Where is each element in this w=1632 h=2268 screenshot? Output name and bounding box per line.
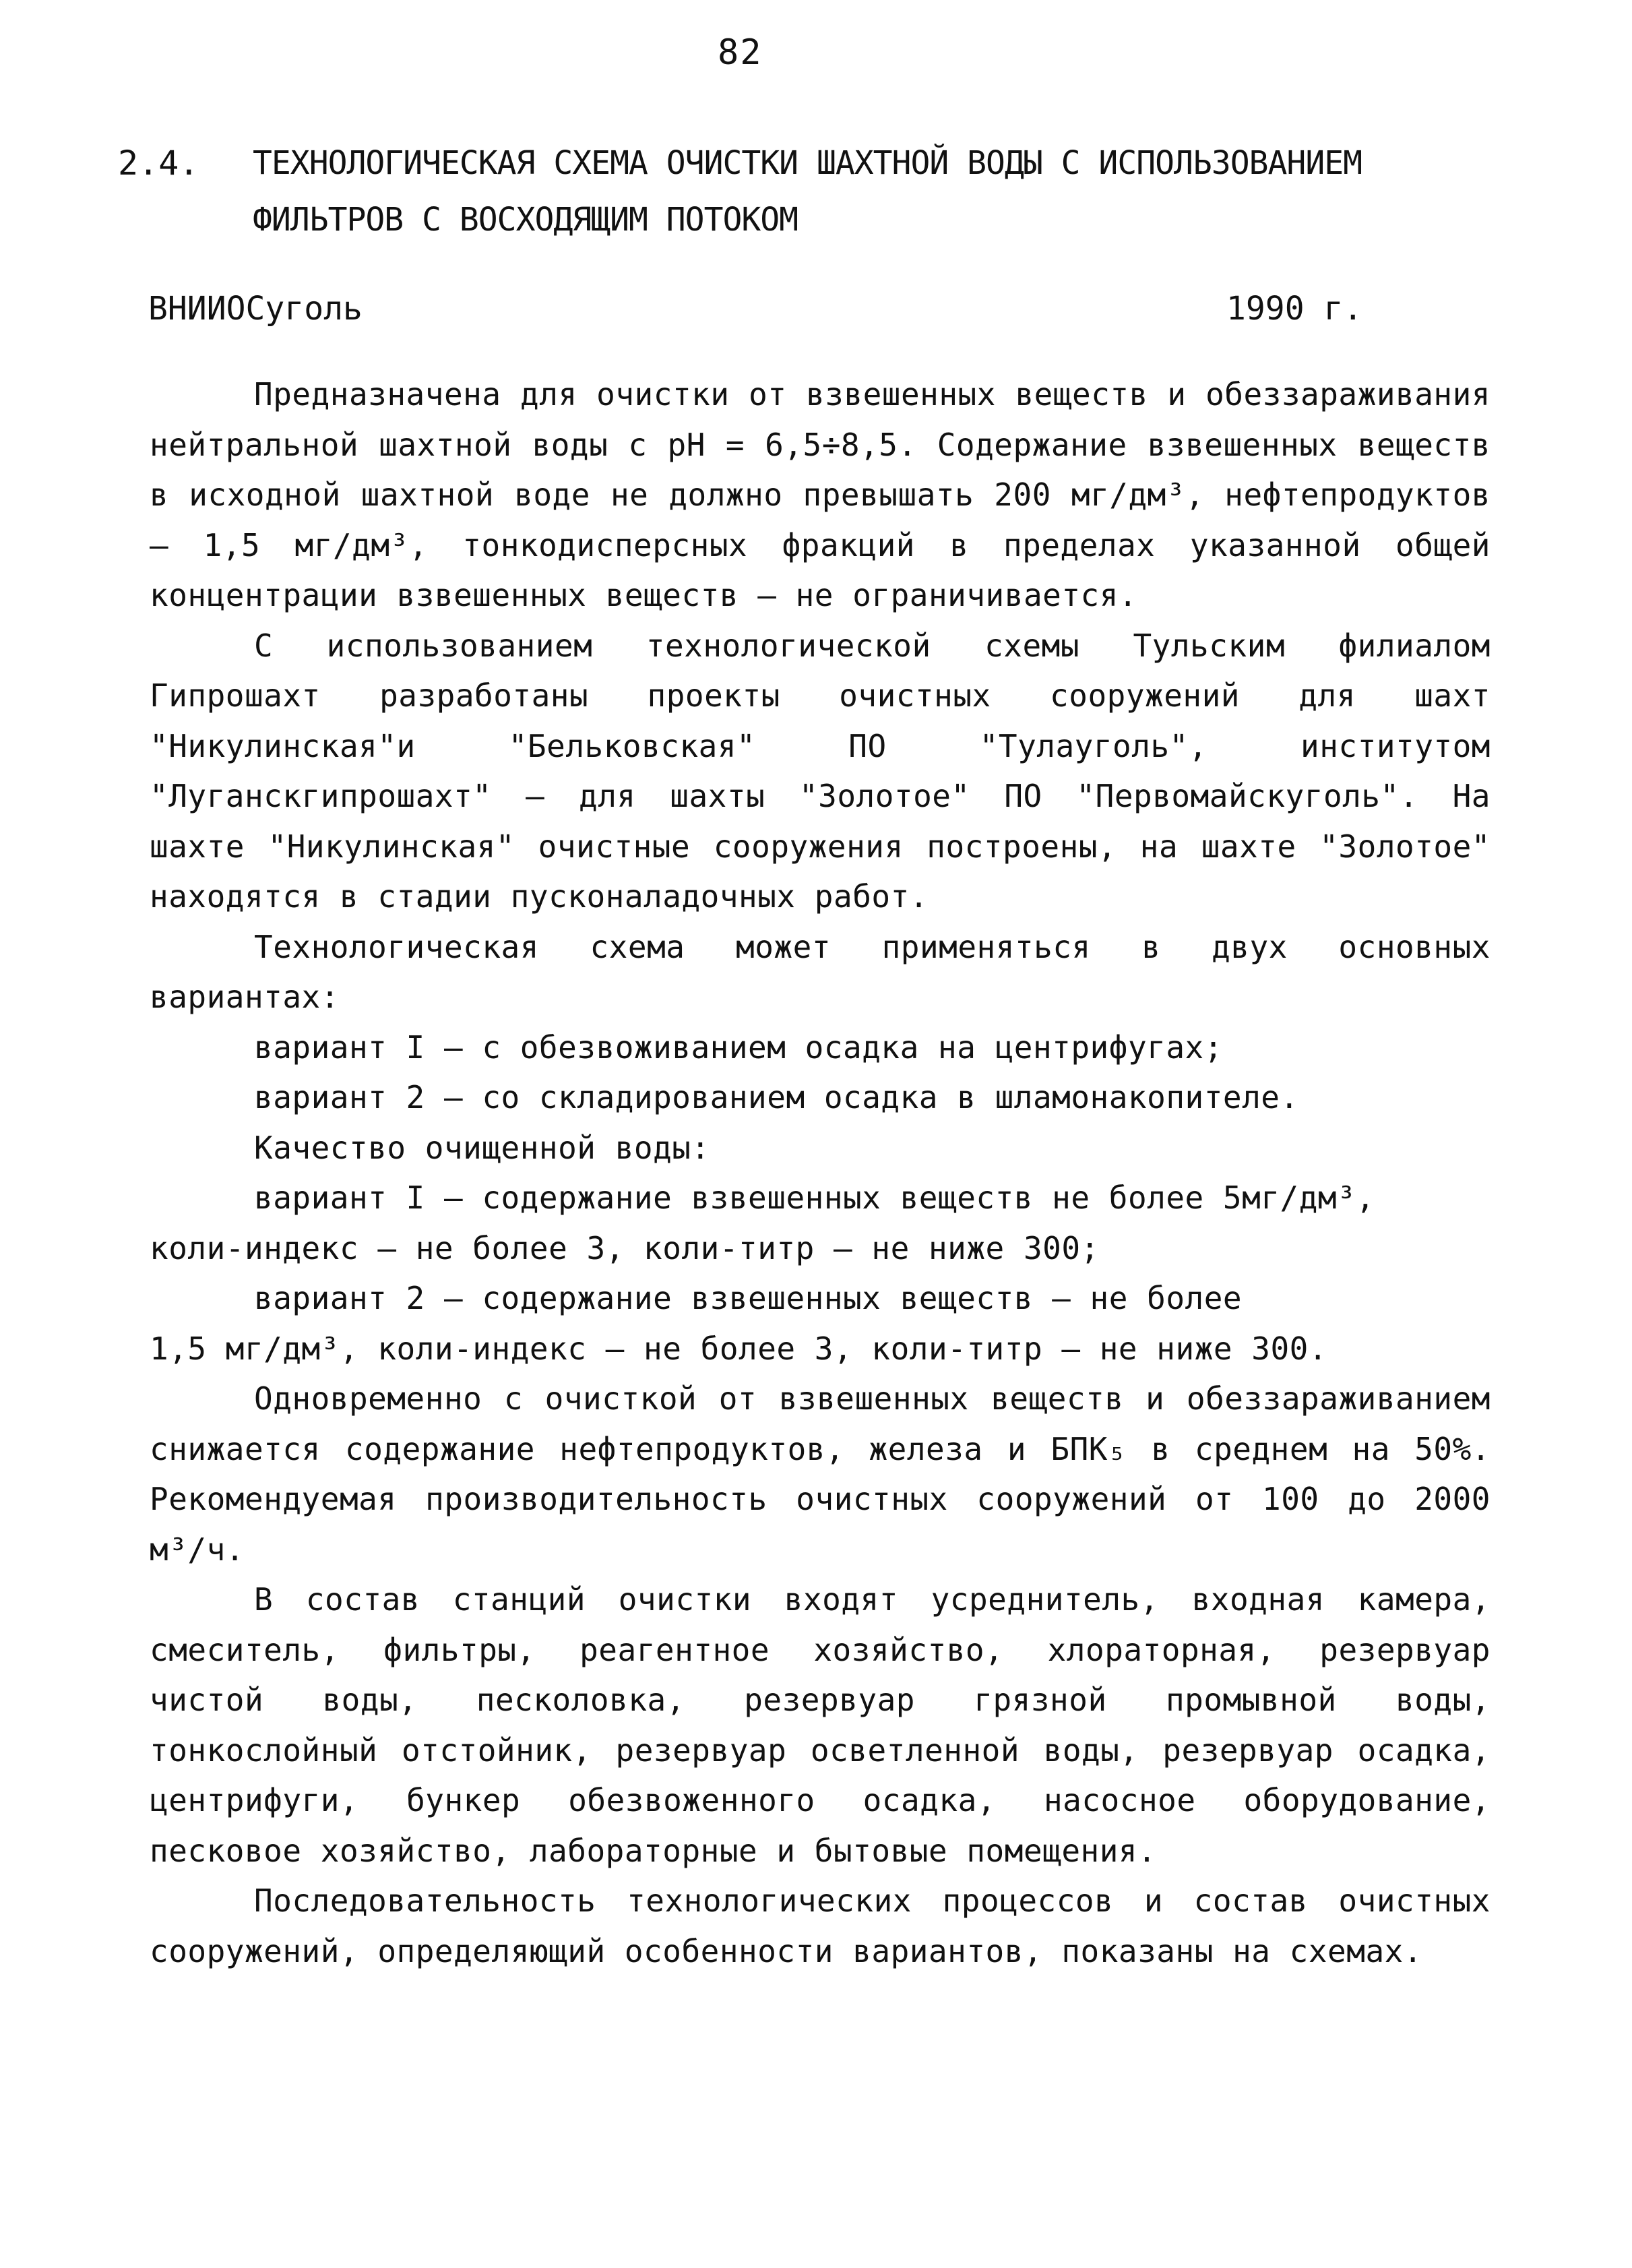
variant-2: вариант 2 – со складированием осадка в шламонакопителе. (254, 1079, 1299, 1115)
paragraph-variants-intro: Технологическая схема может применяться в двух основных вариантах: (150, 928, 1490, 1015)
section-number: 2.4. (118, 144, 199, 183)
paragraph-purpose: Предназначена для очистки от взвешенных веществ и обеззараживания нейтральной шахтной воды с pH = 6,5÷8,5. Содержание взвешенных веществ в исходной шахтной воде не должно превышать 200 мг/дм³, нефтепродуктов – 1,5 мг/дм³, тонкодисперсных фракций в пределах указанной общей концентрации взвешенных веществ – не ограничивается. (150, 376, 1490, 613)
quality-variant-1-line-2: коли-индекс – не более 3, коли-титр – не ниже 300; (150, 1229, 1100, 1266)
body-text (150, 369, 1490, 1976)
organization-name: ВНИИОСуголь (148, 290, 363, 328)
paragraph-projects: С использованием технологической схемы Тульским филиалом Гипрошахт разработаны проекты очистных сооружений для шахт "Никулинская"и "Бельковская" ПО "Тулауголь", институтом "Луганскгипрошахт" – для шахты "Золотое" ПО "Первомайскуголь". На шахте "Никулинская" очистные сооружения построены, на шахте "Золотое" находятся в стадии пусконаладочных работ. (150, 627, 1490, 915)
quality-heading: Качество очищенной воды: (254, 1129, 710, 1166)
variant-1: вариант I – с обезвоживанием осадка на центрифугах; (254, 1029, 1223, 1066)
publication-year: 1990 г. (1226, 290, 1363, 328)
paragraph-reduction: Одновременно с очисткой от взвешенных веществ и обеззараживанием снижается содержание нефтепродуктов, железа и БПК₅ в среднем на 50%. Рекомендуемая производительность очистных сооружений от 100 до 2000 м³/ч. (150, 1380, 1490, 1568)
section-title: ТЕХНОЛОГИЧЕСКАЯ СХЕМА ОЧИСТКИ ШАХТНОЙ ВОДЫ С ИСПОЛЬЗОВАНИЕМ ФИЛЬТРОВ С ВОСХОДЯЩИМ ПОТОКОМ (253, 144, 1362, 239)
quality-variant-2-line-1: вариант 2 – содержание взвешенных веществ – не более (254, 1280, 1243, 1316)
quality-variant-1-line-1: вариант I – содержание взвешенных веществ не более 5мг/дм³, (254, 1179, 1375, 1216)
quality-variant-2-line-2: 1,5 мг/дм³, коли-индекс – не более 3, коли-титр – не ниже 300. (150, 1330, 1328, 1367)
page-number: 82 (718, 32, 763, 73)
paragraph-schemes: Последовательность технологических процессов и состав очистных сооружений, определяющий особенности вариантов, показаны на схемах. (150, 1882, 1490, 1969)
paragraph-composition: В состав станций очистки входят усреднитель, входная камера, смеситель, фильтры, реагентное хозяйство, хлораторная, резервуар чистой воды, песколовка, резервуар грязной промывной воды, тонкослойный отстойник, резервуар осветленной воды, резервуар осадка, центрифуги, бункер обезвоженного осадка, насосное оборудование, песковое хозяйство, лабораторные и бытовые помещения. (150, 1581, 1490, 1869)
